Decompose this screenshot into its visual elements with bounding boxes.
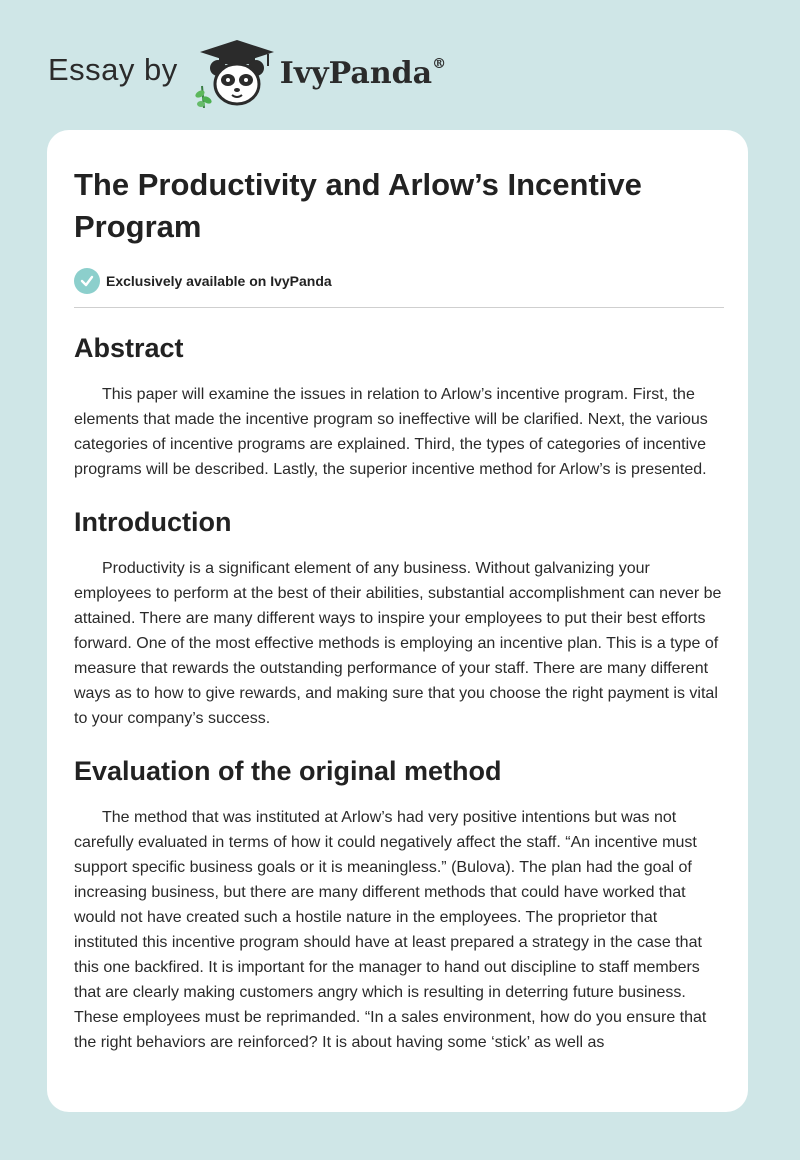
section-body-evaluation: The method that was instituted at Arlow’s had very positive intentions but was not carefully evaluated in terms of how it could negatively affect the staff. “An incentive must support specific business goals or it is meaningless.” (Bulova). The plan had the goal of increasing business, but there are many different methods that could have worked that would not have created such a hostile nature in the employees. The proprietor that instituted this incentive program should have at least prepared a strategy in the case that this one backfired. It is important for the manager to hand out discipline to staff members that are clearly making customers angry which is resulting in deterring future business. These employees must be reprimanded. “In a sales environment, how do you ensure that the right behaviors are reinforced? It is about having some ‘stick’ as well as (74, 809, 707, 1051)
essay-content (74, 164, 724, 1055)
badge-label: Exclusively available on IvyPanda (106, 273, 332, 289)
site-header (48, 36, 446, 108)
page-title: The Productivity and Arlow’s Incentive Program (74, 167, 642, 244)
registered-mark: ® (432, 55, 447, 72)
section-body-introduction: Productivity is a significant element of any business. Without galvanizing your employees to perform at the best of their abilities, substantial accomplishment can never be attained. There are many different ways to inspire your employees to put their best efforts forward. One of the most effective methods is employing an incentive plan. This is a type of measure that rewards the outstanding performance of your staff. There are many different ways as to how to give rewards, and making sure that you choose the right payment is vital to your company’s success. (74, 560, 722, 727)
section-heading-abstract: Abstract (74, 333, 184, 363)
exclusive-badge (74, 268, 724, 294)
divider (74, 307, 724, 308)
essay-by-label: Essay by (48, 52, 178, 87)
section-heading-evaluation: Evaluation of the original method (74, 756, 502, 786)
ivypanda-logo-icon[interactable] (194, 36, 280, 108)
brand-name[interactable]: IvyPanda® (279, 55, 447, 91)
check-icon (74, 268, 100, 294)
essay-card (47, 130, 748, 1112)
section-body-abstract: This paper will examine the issues in relation to Arlow’s incentive program. First, the elements that made the incentive program so ineffective will be clarified. Next, the various categories of incentive programs are explained. Third, the types of categories of incentive programs will be described. Lastly, the superior incentive method for Arlow’s is presented. (74, 386, 708, 478)
section-heading-introduction: Introduction (74, 507, 232, 537)
